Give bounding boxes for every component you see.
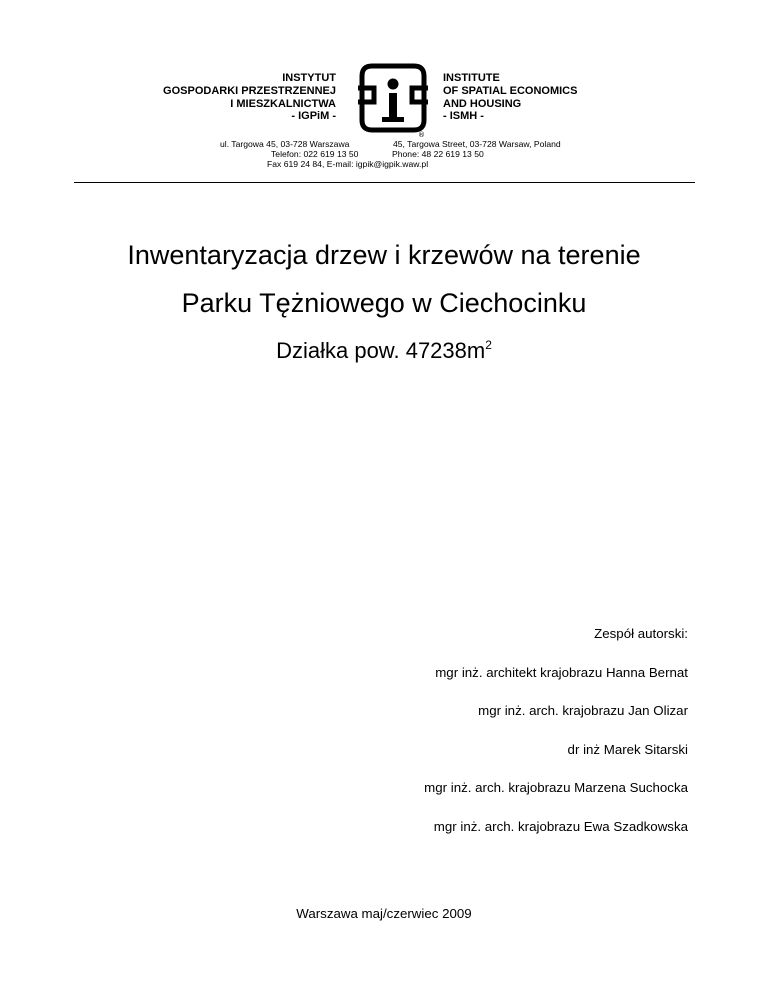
- institute-name-english-line: AND HOUSING: [443, 97, 522, 110]
- phone-english: Phone: 48 22 619 13 50: [392, 149, 484, 159]
- institute-name-english-line: - ISMH -: [443, 110, 484, 123]
- document-title-line-2: Parku Tężniowego w Ciechocinku: [181, 288, 587, 318]
- phone-polish: Telefon: 022 619 13 50: [271, 149, 359, 159]
- institute-name-polish-line: GOSPODARKI PRZESTRZENNEJ: [163, 84, 336, 97]
- author-entry: mgr inż. arch. krajobrazu Jan Olizar: [478, 703, 688, 718]
- plot-area-unit-superscript: 2: [485, 338, 492, 352]
- authors-heading: Zespół autorski:: [594, 626, 688, 641]
- fax-email: Fax 619 24 84, E-mail: igpik@igpik.waw.pl: [267, 159, 429, 169]
- address-english: 45, Targowa Street, 03-728 Warsaw, Poland: [393, 139, 561, 149]
- registered-mark: ®: [418, 131, 425, 138]
- authors-block: [424, 626, 688, 857]
- institute-name-polish-line: I MIESZKALNICTWA: [230, 97, 336, 110]
- institute-name-english-line: OF SPATIAL ECONOMICS: [443, 84, 578, 97]
- header-divider: [74, 182, 695, 183]
- institute-name-polish: [100, 72, 336, 123]
- address-polish: ul. Targowa 45, 03-728 Warszawa: [220, 139, 350, 149]
- document-title-line-1: Inwentaryzacja drzew i krzewów na terenie: [127, 240, 641, 270]
- institute-name-english-line: INSTITUTE: [443, 72, 500, 84]
- author-entry: dr inż Marek Sitarski: [567, 741, 688, 757]
- institute-name-polish-line: INSTYTUT: [282, 72, 336, 84]
- author-entry: mgr inż. architekt krajobrazu Hanna Bernat: [435, 664, 688, 680]
- place-and-date: Warszawa maj/czerwiec 2009: [296, 906, 472, 921]
- institute-name-english: [443, 72, 693, 123]
- plot-area-text: Działka pow. 47238m: [276, 338, 486, 363]
- author-entry: mgr inż. arch. krajobrazu Marzena Suchocka: [424, 780, 688, 795]
- author-entry: mgr inż. arch. krajobrazu Ewa Szadkowska: [433, 818, 688, 834]
- institute-name-polish-line: - IGPiM -: [291, 110, 336, 123]
- institute-emblem-icon: [352, 62, 434, 138]
- plot-area-subtitle: [0, 338, 768, 364]
